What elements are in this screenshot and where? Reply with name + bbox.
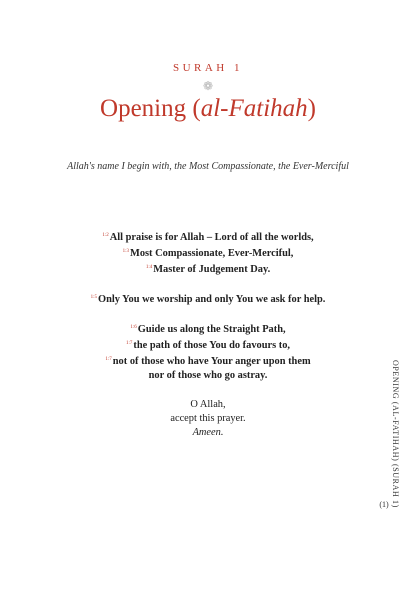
verse-line (0, 353, 416, 369)
verse-line (0, 337, 416, 353)
verses-block (0, 229, 416, 383)
closing-amen: Ameen. (192, 427, 224, 438)
verse-text: not of those who have Your anger upon them (112, 356, 311, 367)
closing-line: accept this prayer. (170, 413, 246, 424)
title-main: Opening (100, 95, 187, 122)
verse-number: 1:7 (125, 341, 133, 346)
verse-text: Guide us along the Straight Path, (137, 324, 286, 335)
verse-number: 1:7 (105, 357, 112, 362)
spacer (0, 277, 416, 291)
verse-number: 1:3 (122, 249, 130, 254)
rosette-icon: ❁ (202, 79, 214, 93)
title-open-paren: ( (192, 95, 201, 122)
verse-line (0, 245, 416, 261)
closing-prayer (0, 398, 416, 440)
verse-text: Only You we worship and only You we ask for help. (98, 294, 326, 305)
page-number: (1) (379, 500, 389, 509)
page-title (0, 94, 416, 124)
verse-text: the path of those You do favours to, (133, 340, 291, 351)
verse-text: Most Compassionate, Ever-Merciful, (130, 248, 294, 259)
verse-number: 1:5 (90, 295, 97, 300)
verse-line (0, 229, 416, 245)
running-head: OPENING (AL-FATIHAH) (SURAH 1) (391, 360, 400, 508)
verse-line (0, 291, 416, 307)
verse-number: 1:2 (102, 233, 109, 238)
spacer (0, 307, 416, 321)
verse-text: Master of Judgement Day. (153, 264, 271, 275)
basmala: Allah's name I begin with, the Most Compassionate, the Ever-Merciful (67, 161, 349, 172)
surah-label: SURAH 1 (172, 62, 244, 74)
verse-text: All praise is for Allah – Lord of all the worlds, (109, 232, 314, 243)
title-italic: al-Fatihah (200, 95, 308, 122)
verse-line (0, 369, 416, 383)
verse-number: 1:6 (130, 325, 137, 330)
closing-line: O Allah, (190, 399, 226, 410)
verse-text: nor of those who go astray. (148, 370, 268, 381)
verse-number: 1:4 (145, 265, 153, 270)
verse-line (0, 321, 416, 337)
verse-line (0, 261, 416, 277)
title-close-paren: ) (307, 95, 316, 122)
